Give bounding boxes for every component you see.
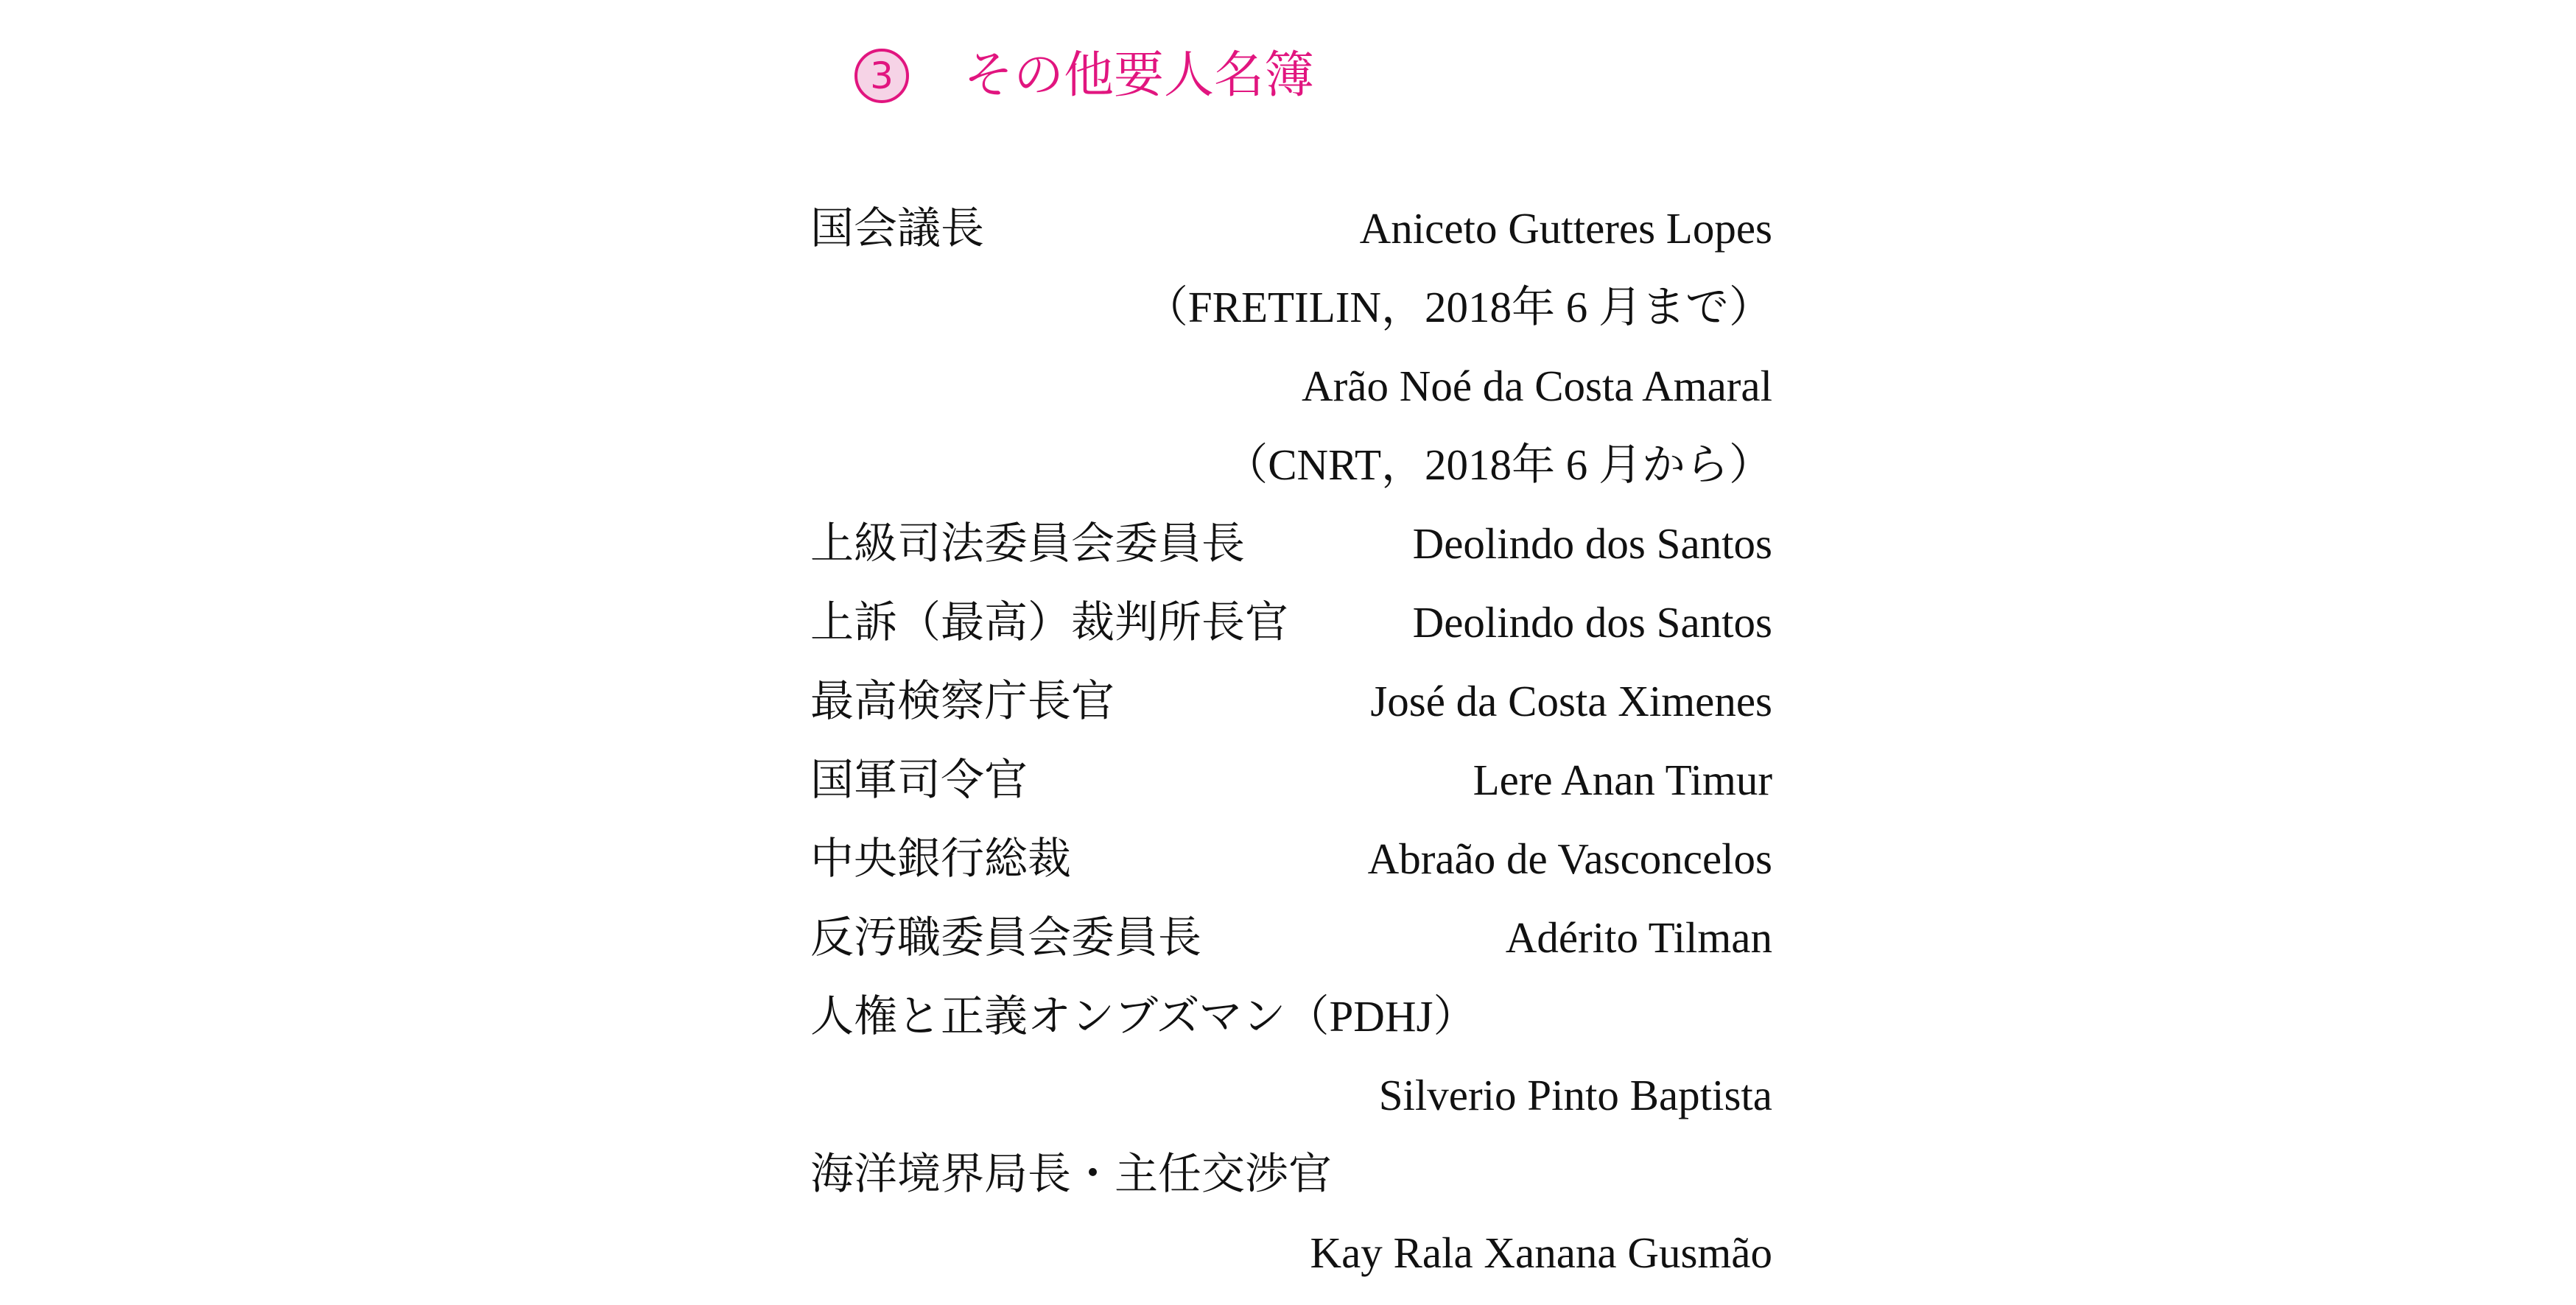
- position-label: 中央銀行総裁: [810, 834, 1072, 883]
- list-row: [810, 977, 1772, 1056]
- list-row: [810, 583, 1772, 662]
- list-row: [810, 1135, 1772, 1214]
- official-name: José da Costa Ximenes: [1370, 677, 1772, 725]
- position-label: 反汚職委員会委員長: [810, 913, 1202, 962]
- official-name: Adérito Tilman: [1505, 913, 1772, 962]
- list-row: [810, 1214, 1772, 1292]
- official-name: Deolindo dos Santos: [1412, 598, 1772, 647]
- official-name: Abraão de Vasconcelos: [1367, 834, 1772, 883]
- official-name: Arão Noé da Costa Amaral: [1302, 362, 1772, 410]
- list-row: [810, 820, 1772, 898]
- section-title: その他要人名簿: [964, 46, 1315, 105]
- list-row: [810, 504, 1772, 583]
- official-name: Aniceto Gutteres Lopes: [1359, 204, 1772, 253]
- list-row: [810, 426, 1772, 504]
- term-note: （FRETILIN，2018年 6 月まで）: [1144, 283, 1772, 331]
- list-row: [810, 898, 1772, 977]
- list-row: [810, 268, 1772, 347]
- official-name: Silverio Pinto Baptista: [1378, 1071, 1772, 1119]
- position-label: 人権と正義オンブズマン（PDHJ）: [810, 992, 1477, 1041]
- official-name: Deolindo dos Santos: [1412, 519, 1772, 568]
- list-row: [810, 347, 1772, 426]
- position-label: 国軍司令官: [810, 756, 1028, 804]
- position-label: 最高検察庁長官: [810, 677, 1115, 725]
- section-number-badge: 3: [854, 49, 909, 103]
- list-row: [810, 189, 1772, 268]
- term-note: （CNRT，2018年 6 月から）: [1224, 440, 1772, 489]
- list-row: [810, 1056, 1772, 1135]
- list-row: [810, 741, 1772, 820]
- official-name: Kay Rala Xanana Gusmão: [1310, 1228, 1772, 1277]
- list-row: [810, 662, 1772, 741]
- officials-list: [810, 189, 1772, 1292]
- position-label: 上級司法委員会委員長: [810, 519, 1246, 568]
- position-label: 国会議長: [810, 204, 985, 253]
- section-heading: [854, 35, 1314, 116]
- position-label: 上訴（最高）裁判所長官: [810, 598, 1289, 647]
- position-label: 海洋境界局長・主任交渉官: [810, 1150, 1333, 1198]
- official-name: Lere Anan Timur: [1473, 756, 1772, 804]
